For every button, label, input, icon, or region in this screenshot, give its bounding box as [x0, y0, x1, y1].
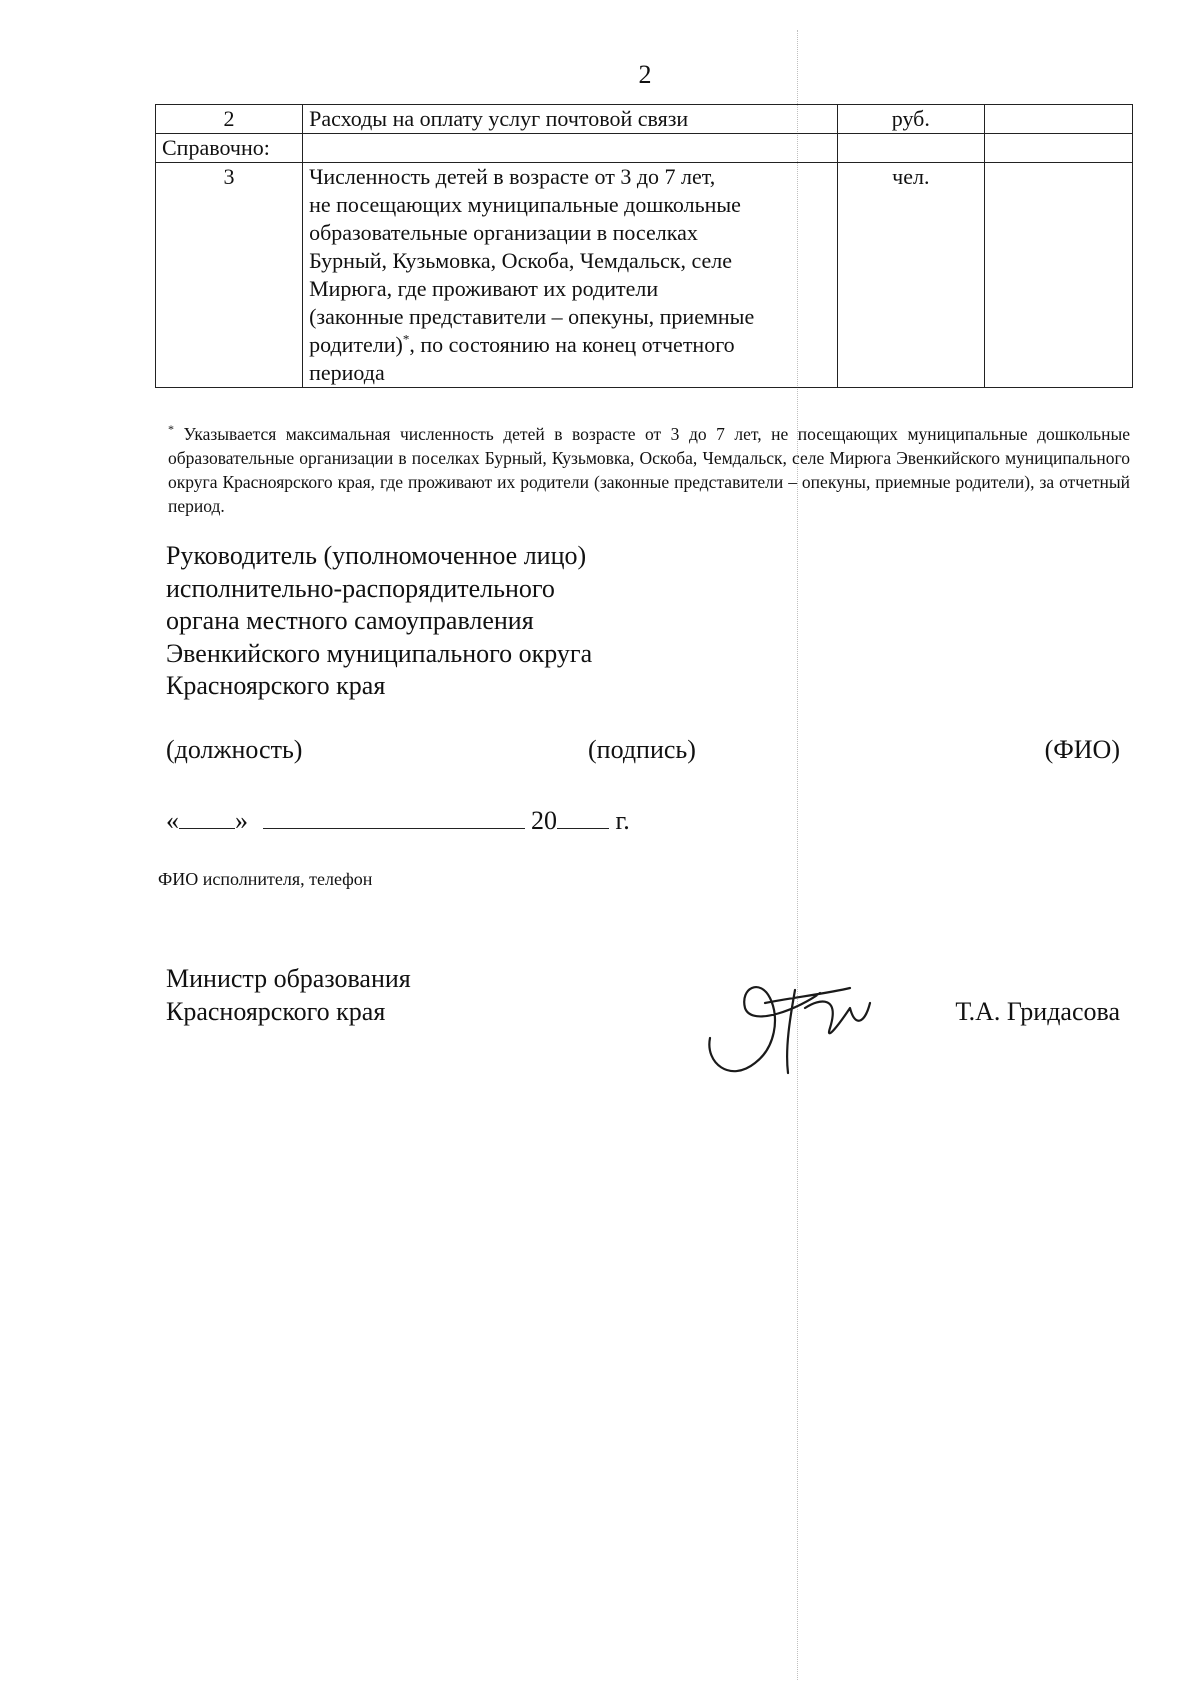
minister-name: Т.А. Гридасова — [955, 997, 1120, 1026]
row-value — [984, 163, 1132, 388]
row-name-line: периода — [309, 360, 385, 385]
open-quote: « — [166, 806, 179, 835]
row-name-fragment: родители) — [309, 332, 403, 357]
page-number: 2 — [638, 60, 652, 89]
row-name-line: Мирюга, где проживают их родители — [309, 276, 659, 301]
row-name-line: не посещающих муниципальные дошкольные — [309, 192, 741, 217]
row-number: Справочно: — [156, 134, 303, 163]
row-name: Расходы на оплату услуг почтовой связи — [303, 105, 838, 134]
head-title-line: Красноярского края — [166, 671, 386, 700]
close-quote: » — [235, 806, 248, 835]
row-name-fragment: , по состоянию на конец отчетного — [409, 332, 735, 357]
row-name — [303, 163, 838, 388]
footnote-text: Указывается максимальная численность детей в возрасте от 3 до 7 лет, не посещающих муниципальные дошкольные образовательные организации в поселках Бурный, Кузьмовка, Оскоба, Чемдальск, селе Мирюга Эвенкийского муниципального округа Красноярского края, где проживают их родители (законные представители – опекуны, приемные родители), за отчетный период. — [168, 424, 1130, 516]
minister-title — [166, 962, 411, 1028]
row-value — [984, 134, 1132, 163]
report-table — [155, 104, 1133, 388]
head-title-block — [166, 540, 592, 703]
row-value — [984, 105, 1132, 134]
row-unit — [837, 134, 984, 163]
year-suffix: г. — [609, 806, 630, 835]
fio-label: (ФИО) — [1044, 735, 1120, 764]
row-unit: руб. — [837, 105, 984, 134]
row-name-line: образовательные организации в поселках — [309, 220, 698, 245]
head-title-line: органа местного самоуправления — [166, 606, 534, 635]
row-number: 3 — [156, 163, 303, 388]
year-prefix: 20 — [531, 806, 557, 835]
row-name — [303, 134, 838, 163]
head-title-line: исполнительно-распорядительного — [166, 573, 555, 603]
position-label: (должность) — [166, 735, 303, 764]
head-title-line: Эвенкийского муниципального округа — [166, 638, 593, 668]
day-blank — [179, 802, 235, 829]
row-name-line — [309, 331, 831, 359]
head-title-line: Руководитель (уполномоченное лицо) — [166, 541, 587, 570]
minister-title-line: Министр образования — [166, 964, 411, 993]
date-row — [166, 802, 630, 837]
month-blank — [263, 802, 525, 829]
minister-title-line: Красноярского края — [166, 997, 386, 1026]
row-name-line: Бурный, Кузьмовка, Оскоба, Чемдальск, селе — [309, 248, 733, 273]
executor-label: ФИО исполнителя, телефон — [158, 869, 373, 889]
footnote-star: * — [168, 422, 174, 437]
table-row — [156, 163, 1133, 388]
row-name-line: Численность детей в возрасте от 3 до 7 лет, — [309, 164, 716, 189]
handwritten-signature-icon — [700, 968, 880, 1084]
signature-label: (подпись) — [588, 735, 696, 764]
footnote-mark: * — [402, 331, 410, 347]
row-name-line: (законные представители – опекуны, приемные — [309, 304, 755, 329]
table-row — [156, 134, 1133, 163]
table-row — [156, 105, 1133, 134]
row-number: 2 — [156, 105, 303, 134]
year-blank — [557, 802, 609, 829]
footnote — [168, 422, 1130, 518]
row-unit: чел. — [837, 163, 984, 388]
